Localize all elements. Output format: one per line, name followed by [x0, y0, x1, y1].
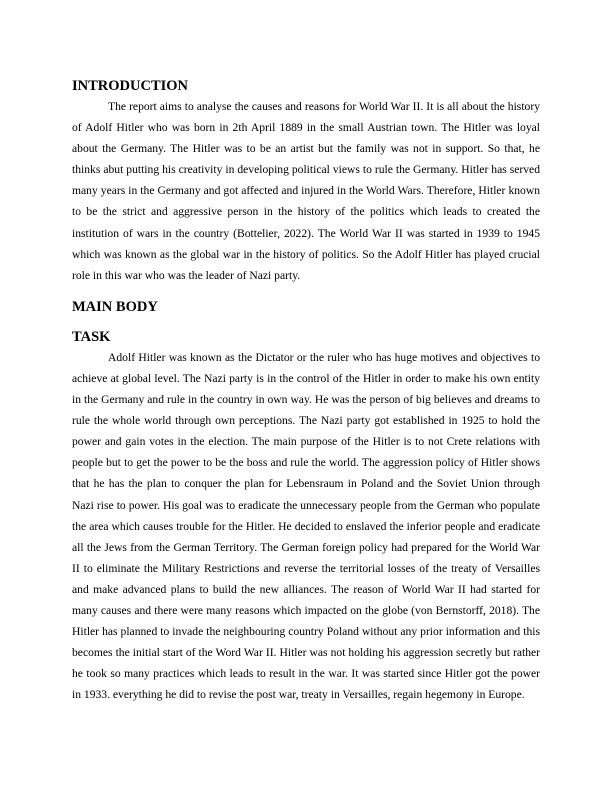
introduction-paragraph: The report aims to analyse the causes and reasons for World War II. It is all about the history of Adolf Hitler who was born in 2th April 1889 in the small Austrian town. The Hitler was loyal about the Germany. The Hitler was to be an artist but the family was not in support. So that, he thinks abut putting his creativity in developing political views to rule the Germany. Hitler has served many years in the Germany and got affected and injured in the World Wars. Therefore, Hitler known to be the strict and aggressive person in the history of the politics which leads to created the institution of wars in the country (Bottelier, 2022). The World War II was started in 1939 to 1945 which was known as the global war in the history of politics. So the Adolf Hitler has played crucial role in this war who was the leader of Nazi party. [72, 100, 540, 282]
task-heading: TASK [72, 328, 111, 345]
introduction-heading: INTRODUCTION [72, 78, 189, 94]
document-page [72, 76, 540, 705]
task-paragraph: Adolf Hitler was known as the Dictator or the ruler who has huge motives and objectives to achieve at global level. The Nazi party is in the control of the Hitler in order to make his own entity in the Germany and rule in the country in own way. He was the person of big believes and dreams to rule the whole world through own perceptions. The Nazi party got established in 1925 to hold the power and gain votes in the election. The main purpose of the Hitler is to not Crete relations with people but to get the power to be the boss and rule the world. The aggression policy of Hitler shows that he has the plan to conquer the plan for Lebensraum in Poland and the Soviet Union through Nazi rise to power. His goal was to eradicate the unnecessary people from the German who populate the area which causes trouble for the Hitler. He decided to enslaved the inferior people and eradicate all the Jews from the German Territory. The German foreign policy had prepared for the World War II to eliminate the Military Restrictions and reverse the territorial losses of the treaty of Versailles and make advanced plans to build the new alliances. The reason of World War II had started for many causes and there were many reasons which impacted on the globe (von Bernstorff, 2018). The Hitler has planned to invade the neighbouring country Poland without any prior information and this becomes the initial start of the Word War II. Hitler was not holding his aggression secretly but rather he took so many practices which leads to result in the war. It was started since Hitler got the power in 1933. everything he did to revise the post war, treaty in Versailles, regain hegemony in Europe. [72, 350, 540, 702]
main-body-heading: MAIN BODY [72, 298, 158, 315]
